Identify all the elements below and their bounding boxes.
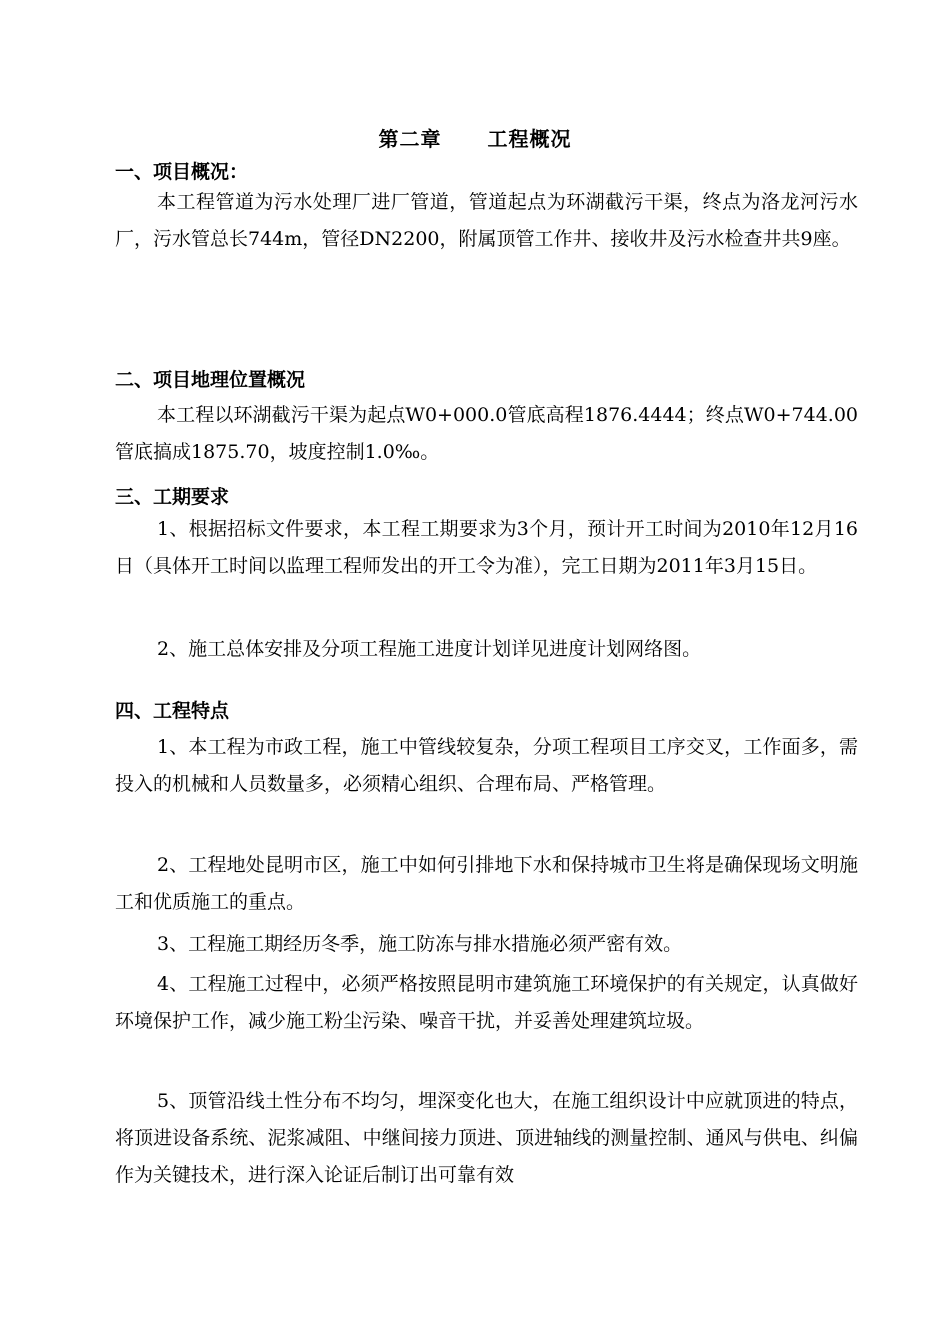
chapter-name: 工程概况 (487, 127, 572, 151)
paragraph-location: 本工程以环湖截污干渠为起点W0+000.0管底高程1876.4444；终点W0+744.00管底搞成1875.70，坡度控制1.0‰。 (115, 404, 858, 463)
section-heading-overview: 一、项目概况： (115, 161, 249, 183)
paragraph-schedule-1: 1、根据招标文件要求，本工程工期要求为3个月，预计开工时间为2010年12月16日（具体开工时间以监理工程师发出的开工令为准），完工日期为2011年3月15日。 (115, 518, 858, 577)
paragraph-features-5: 5、顶管沿线土性分布不均匀，埋深变化也大，在施工组织设计中应就顶进的特点，将顶进设备系统、泥浆减阻、中继间接力顶进、顶进轴线的测量控制、通风与供电、纠偏作为关键技术，进行深入论证后制订出可靠有效 (115, 1090, 858, 1186)
section-heading-location: 二、项目地理位置概况 (115, 369, 306, 391)
paragraph-features-2: 2、工程地处昆明市区，施工中如何引排地下水和保持城市卫生将是确保现场文明施工和优质施工的重点。 (115, 854, 858, 913)
paragraph-features-3: 3、工程施工期经历冬季，施工防冻与排水措施必须严密有效。 (157, 933, 683, 955)
chapter-title (0, 125, 950, 153)
paragraph-overview: 本工程管道为污水处理厂进厂管道，管道起点为环湖截污干渠，终点为洛龙河污水厂，污水管总长744m，管径DN2200，附属顶管工作井、接收井及污水检查井共9座。 (115, 191, 858, 250)
section-heading-schedule: 三、工期要求 (115, 486, 230, 508)
section-heading-features: 四、工程特点 (115, 700, 230, 722)
chapter-number: 第二章 (378, 127, 442, 151)
paragraph-features-1: 1、本工程为市政工程，施工中管线较复杂，分项工程项目工序交叉，工作面多，需投入的机械和人员数量多，必须精心组织、合理布局、严格管理。 (115, 736, 858, 795)
paragraph-features-4: 4、工程施工过程中，必须严格按照昆明市建筑施工环境保护的有关规定，认真做好环境保护工作，减少施工粉尘污染、噪音干扰，并妥善处理建筑垃圾。 (115, 973, 858, 1032)
paragraph-schedule-2: 2、施工总体安排及分项工程施工进度计划详见进度计划网络图。 (157, 638, 702, 660)
